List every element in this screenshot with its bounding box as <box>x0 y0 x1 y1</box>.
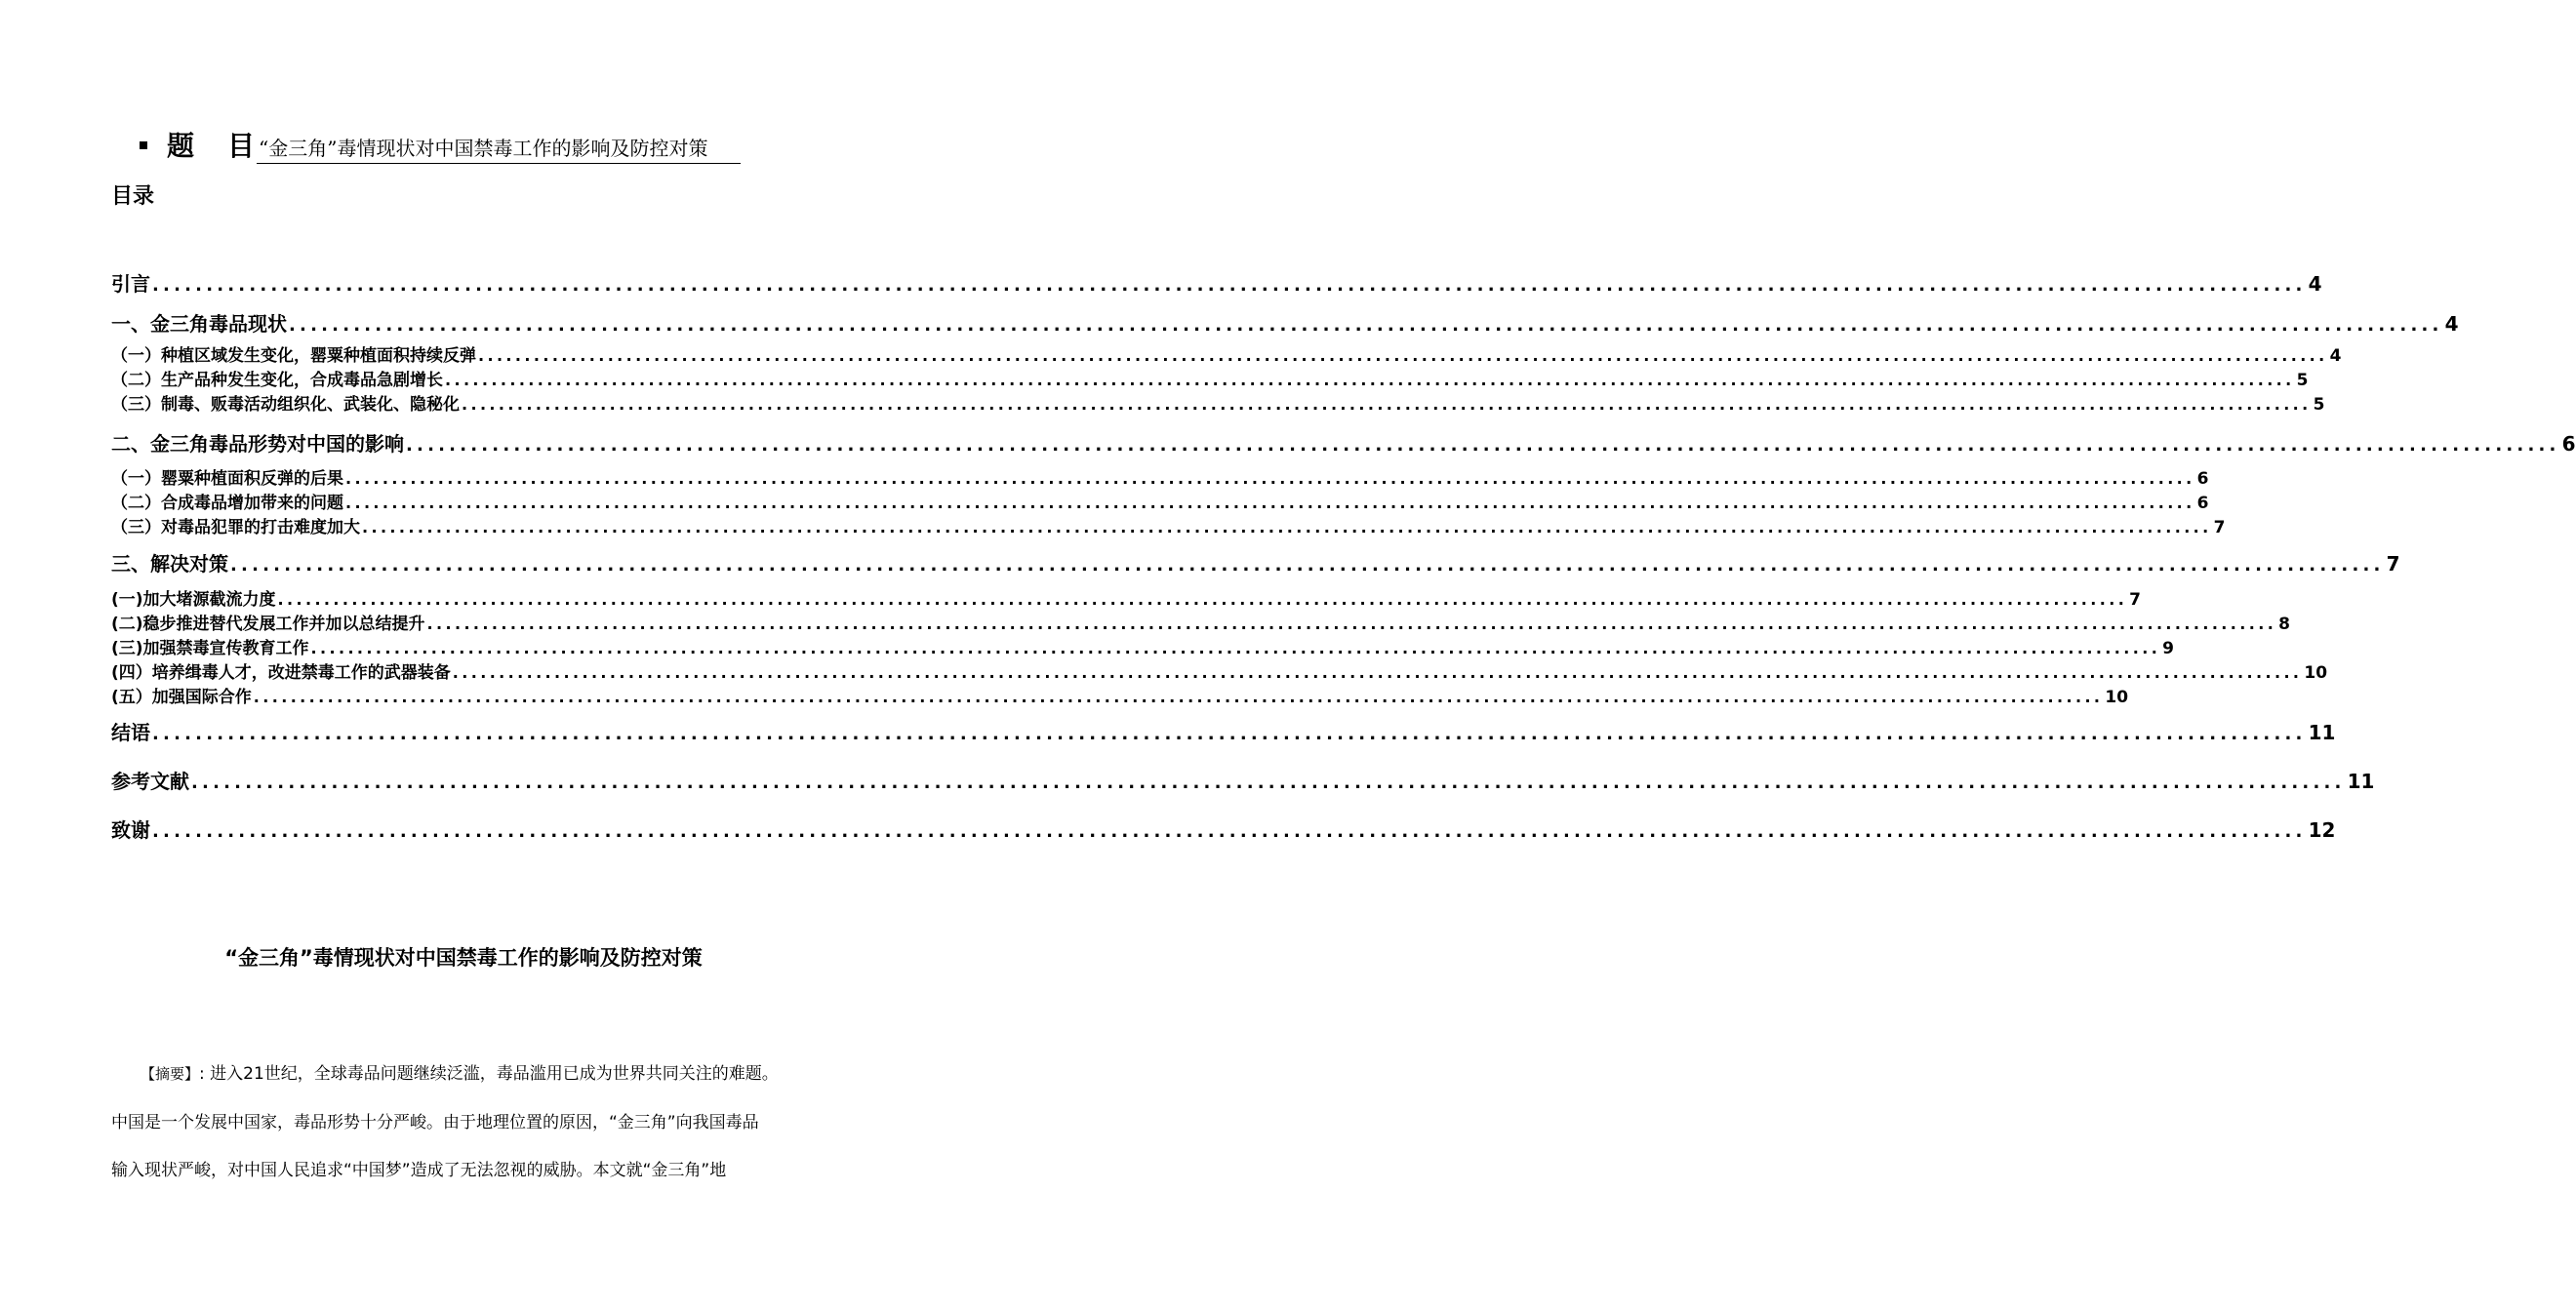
toc-entry-page: 4 <box>2308 272 2322 296</box>
toc-leader-dots: ........................................................................................................................................................................................................ <box>152 724 2307 744</box>
toc-entry <box>111 268 2322 297</box>
abstract-line: 中国是一个发展中国家，毒品形势十分严峻。由于地理位置的原因，“金三角”向我国毒品 <box>111 1113 759 1132</box>
toc-entry <box>111 489 2209 513</box>
toc-entry-page: 6 <box>2561 432 2576 456</box>
toc-leader-dots: ........................................................................................................................................................................................................ <box>152 821 2307 842</box>
toc-heading: 目录 <box>111 184 155 209</box>
toc-entry-label: (三)加强禁毒宣传教育工作 <box>111 639 309 658</box>
toc-entry-page: 8 <box>2278 615 2291 634</box>
toc-entry-label: 引言 <box>111 272 150 296</box>
toc-entry <box>111 548 2400 576</box>
toc-entry-label: （一）罂粟种植面积反弹的后果 <box>111 469 343 489</box>
toc-entry-label: （二）生产品种发生变化，合成毒品急剧增长 <box>111 371 443 390</box>
title-text: “金三角”毒情现状对中国禁毒工作的影响及防控对策 <box>257 133 741 164</box>
toc-entry-label: （三）对毒品犯罪的打击难度加大 <box>111 518 360 537</box>
toc-entry <box>111 464 2209 489</box>
toc-entry-label: 三、解决对策 <box>111 552 228 576</box>
toc-entry <box>111 610 2291 634</box>
toc-entry-label: 致谢 <box>111 818 150 842</box>
toc-entry-label: （一）种植区域发生变化，罂粟种植面积持续反弹 <box>111 346 476 366</box>
toc-entry <box>111 428 2576 457</box>
toc-leader-dots: ........................................................................................................................................................................................................ <box>253 688 2104 706</box>
document-title: “金三角”毒情现状对中国禁毒工作的影响及防控对策 <box>224 946 703 970</box>
toc-entry-page: 7 <box>2386 552 2400 576</box>
toc-leader-dots: ........................................................................................................................................................................................................ <box>310 639 2161 657</box>
toc-entry-page: 7 <box>2213 518 2226 537</box>
toc-entry-page: 4 <box>2329 346 2342 366</box>
toc-entry <box>111 717 2336 745</box>
toc-entry <box>111 341 2342 366</box>
toc-entry-label: 二、金三角毒品形势对中国的影响 <box>111 432 404 456</box>
toc-leader-dots: ........................................................................................................................................................................................................ <box>462 395 2312 414</box>
toc-entry <box>111 513 2226 537</box>
toc-entry <box>111 683 2129 707</box>
toc-leader-dots: ........................................................................................................................................................................................................ <box>426 615 2277 633</box>
toc-leader-dots: ........................................................................................................................................................................................................ <box>478 346 2328 365</box>
toc-leader-dots: ........................................................................................................................................................................................................ <box>345 494 2195 512</box>
toc-leader-dots: ........................................................................................................................................................................................................ <box>362 518 2212 536</box>
toc-leader-dots: ........................................................................................................................................................................................................ <box>152 275 2307 296</box>
toc-entry-label: (二)稳步推进替代发展工作并加以总结提升 <box>111 615 425 634</box>
toc-entry-page: 6 <box>2196 494 2209 513</box>
toc-entry-page: 5 <box>2296 371 2309 390</box>
title-label: 题 目 <box>167 130 256 162</box>
toc-entry <box>111 390 2325 415</box>
toc-entry-page: 5 <box>2313 395 2325 415</box>
abstract-tag: 【摘要】 <box>141 1065 200 1083</box>
toc-entry <box>111 658 2328 683</box>
toc-leader-dots: ........................................................................................................................................................................................................ <box>406 435 2560 456</box>
toc-entry <box>111 366 2309 390</box>
toc-leader-dots: ........................................................................................................................................................................................................ <box>452 663 2303 682</box>
toc-leader-dots: ........................................................................................................................................................................................................ <box>289 315 2443 336</box>
toc-entry-label: 一、金三角毒品现状 <box>111 312 287 336</box>
toc-entry-page: 11 <box>2308 721 2336 744</box>
toc-entry-label: （二）合成毒品增加带来的问题 <box>111 494 343 513</box>
bullet-icon <box>140 141 147 149</box>
toc-entry-label: (四）培养缉毒人才，改进禁毒工作的武器装备 <box>111 663 451 683</box>
toc-entry-label: （三）制毒、贩毒活动组织化、武装化、隐秘化 <box>111 395 460 415</box>
toc-leader-dots: ........................................................................................................................................................................................................ <box>345 469 2195 488</box>
toc-leader-dots: ........................................................................................................................................................................................................ <box>191 773 2346 793</box>
toc-entry <box>111 634 2175 658</box>
toc-leader-dots: ........................................................................................................................................................................................................ <box>445 371 2295 389</box>
toc-entry-page: 10 <box>2304 663 2328 683</box>
toc-entry-page: 12 <box>2308 818 2336 842</box>
toc-leader-dots: ........................................................................................................................................................................................................ <box>277 590 2128 609</box>
toc-entry-label: (一)加大堵源截流力度 <box>111 590 276 610</box>
toc-entry-page: 7 <box>2129 590 2142 610</box>
toc-entry-page: 4 <box>2444 312 2459 336</box>
toc-entry-label: (五）加强国际合作 <box>111 688 252 707</box>
toc-leader-dots: ........................................................................................................................................................................................................ <box>230 555 2385 576</box>
toc-entry-page: 10 <box>2105 688 2129 707</box>
toc-entry-page: 9 <box>2162 639 2175 658</box>
abstract-line: 【摘要】: 进入21世纪，全球毒品问题继续泛滥，毒品滥用已成为世界共同关注的难题。 <box>141 1064 779 1084</box>
toc-entry <box>111 308 2459 337</box>
toc-entry-label: 结语 <box>111 721 150 744</box>
toc-entry-page: 11 <box>2347 770 2375 793</box>
toc-entry-label: 参考文献 <box>111 770 189 793</box>
title-line <box>140 125 741 164</box>
toc-entry <box>111 585 2142 610</box>
toc-entry-page: 6 <box>2196 469 2209 489</box>
toc-entry <box>111 814 2336 843</box>
abstract-line: 输入现状严峻，对中国人民追求“中国梦”造成了无法忽视的威胁。本文就“金三角”地 <box>111 1161 727 1180</box>
toc-entry <box>111 766 2375 794</box>
